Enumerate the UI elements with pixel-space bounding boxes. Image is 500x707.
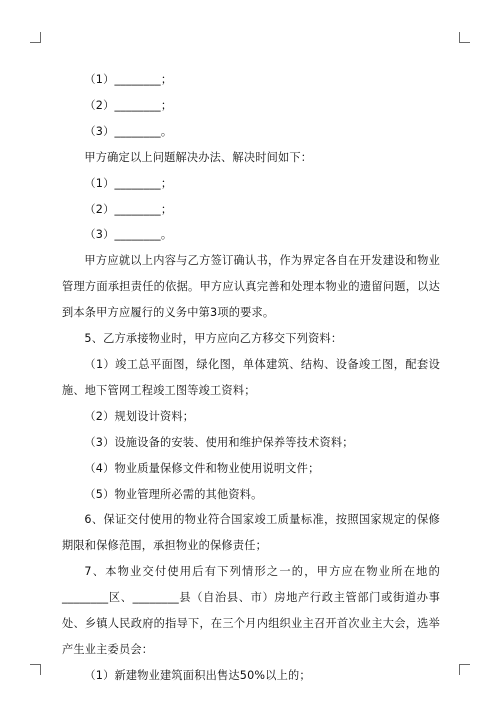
paragraph-solution-3: （3）________。 — [84, 228, 173, 242]
paragraph-item-1: （1）________； — [84, 73, 173, 86]
crop-mark-bottom-left — [30, 664, 41, 675]
paragraph-clause-7: 7、本物业交付使用后有下列情形之一的，甲方应在物业所在地的________区、________县（自治县、市）房地产行政主管部门或街道办事处、乡镇人民政府的指导下，在三个月内组织业主召开首次业主大会，选举产生业主委员会： — [62, 565, 440, 656]
paragraph-clause-6: 6、保证交付使用的物业符合国家竣工质量标准，按照国家规定的保修期限和保修范围，承担物业的保修责任； — [62, 513, 440, 553]
paragraph-confirmation: 甲方应就以上内容与乙方签订确认书，作为界定各自在开发建设和物业管理方面承担责任的依据。甲方应认真完善和处理本物业的遗留问题，以达到本条甲方应履行的义务中第3项的要求。 — [62, 254, 440, 320]
paragraph-solution-2: （2）________； — [84, 202, 173, 216]
crop-mark-bottom-right — [459, 664, 470, 675]
paragraph-clause-5-item-3: （3）设施设备的安装、使用和维护保养等技术资料； — [84, 435, 354, 449]
paragraph-item-3: （3）________。 — [84, 124, 173, 138]
paragraph-item-2: （2）________； — [84, 98, 173, 112]
paragraph-clause-5-item-1: （1）竣工总平面图，绿化图，单体建筑、结构、设备竣工图，配套设施、地下管网工程竣工图等竣工资料； — [62, 357, 440, 397]
crop-mark-top-left — [30, 32, 41, 43]
paragraph-clause-5-item-5: （5）物业管理所必需的其他资料。 — [84, 487, 263, 501]
crop-mark-top-right — [459, 32, 470, 43]
paragraph-solution-intro: 甲方确定以上问题解决办法、解决时间如下： — [84, 150, 313, 164]
paragraph-clause-5: 5、乙方承接物业时，甲方应向乙方移交下列资料： — [84, 332, 343, 346]
paragraph-clause-7-item-1: （1）新建物业建筑面积出售达50%以上的； — [84, 668, 311, 682]
paragraph-clause-5-item-4: （4）物业质量保修文件和物业使用说明文件； — [84, 461, 320, 475]
paragraph-solution-1: （1）________； — [84, 176, 173, 190]
paragraph-clause-5-item-2: （2）规划设计资料； — [84, 409, 195, 423]
document-body — [62, 67, 440, 689]
